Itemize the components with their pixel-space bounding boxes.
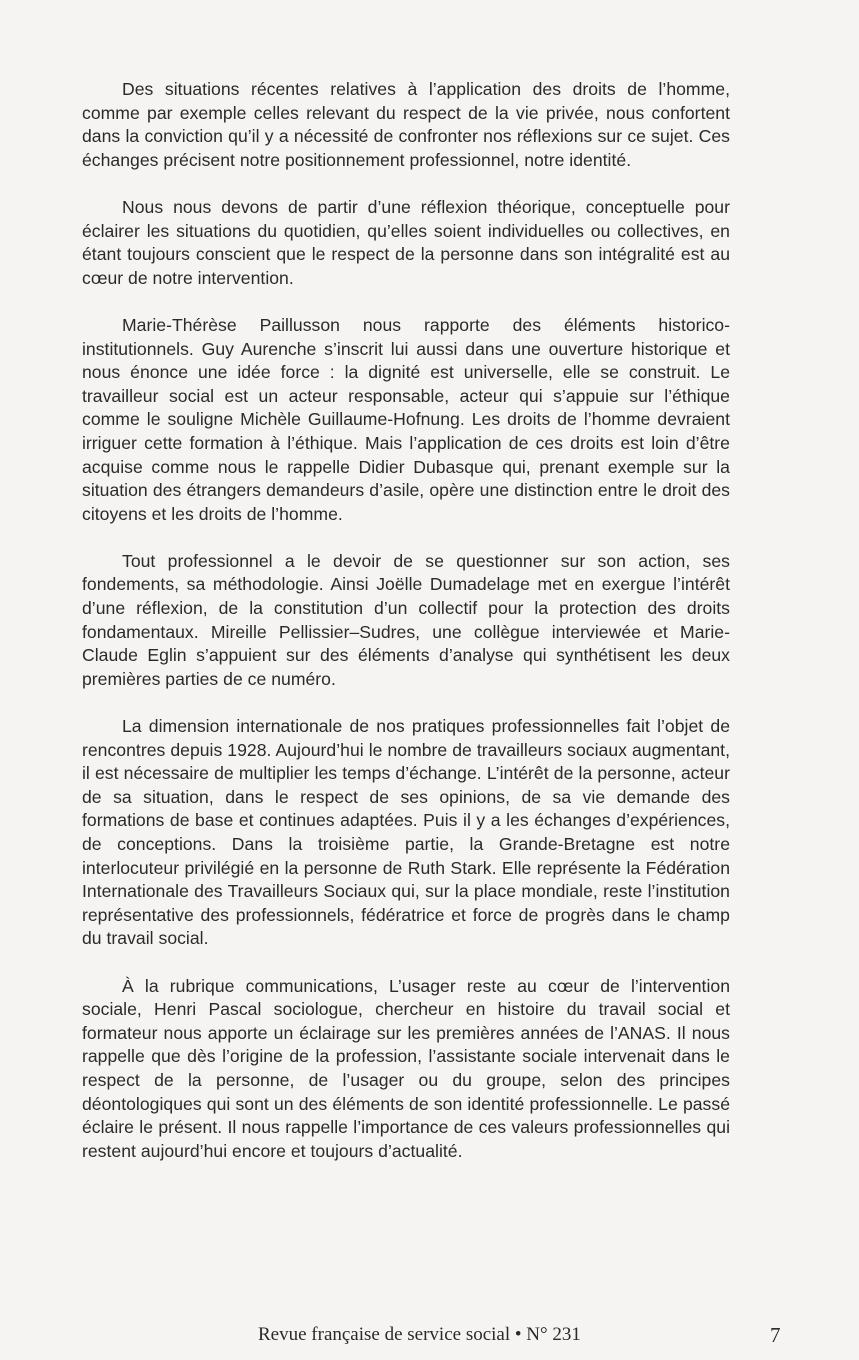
paragraph-6: À la rubrique communications, L’usager reste au cœur de l’intervention sociale, Henri Pascal sociologue, chercheur en histoire du travail social et formateur nous apporte un éclairage sur les premières années de l’ANAS. Il nous rappelle que dès l’origine de la profession, l’assistante sociale intervenait dans le respect de la personne, de l’usager ou du groupe, selon des principes déontologiques qui sont un des éléments de son identité professionnelle. Le passé éclaire le présent. Il nous rappelle l’importance de ces valeurs professionnelles qui restent aujourd’hui encore et toujours d’actualité. xyxy=(82,975,730,1161)
journal-title: Revue française de service social • N° 231 xyxy=(258,1324,581,1345)
body-text xyxy=(82,78,730,1187)
paragraph-3: Marie-Thérèse Paillusson nous rapporte des éléments historico-institutionnels. Guy Aurenche s’inscrit lui aussi dans une ouverture historique et nous énonce une idée force : la dignité est universelle, elle se construit. Le travailleur social est un acteur responsable, acteur qui s’appuie sur l’éthique comme le souligne Michèle Guillaume-Hofnung. Les droits de l’homme devraient irriguer cette formation à l’éthique. Mais l’application de ces droits est loin d’être acquise comme nous le rappelle Didier Dubasque qui, prenant exemple sur la situation des étrangers demandeurs d’asile, opère une distinction entre le droit des citoyens et les droits de l’homme. xyxy=(82,314,730,524)
paragraph-5: La dimension internationale de nos pratiques professionnelles fait l’objet de rencontres depuis 1928. Aujourd’hui le nombre de travailleurs sociaux augmentant, il est nécessaire de multiplier les temps d’échange. L’intérêt de la personne, acteur de sa situation, dans le respect de ses opinions, de sa vie demande des formations de base et continues adaptées. Puis il y a les échanges d’expériences, de conceptions. Dans la troisième partie, la Grande-Bretagne est notre interlocuteur privilégié en la personne de Ruth Stark. Elle représente la Fédération Internationale des Travailleurs Sociaux qui, sur la place mondiale, reste l’institution représentative des professionnels, fédératrice et force de progrès dans le champ du travail social. xyxy=(82,716,730,949)
paragraph-2: Nous nous devons de partir d’une réflexion théorique, conceptuelle pour éclairer les situations du quotidien, qu’elles soient individuelles ou collectives, en étant toujours conscient que le respect de la personne dans son intégralité est au cœur de notre intervention. xyxy=(82,196,730,288)
paragraph-4: Tout professionnel a le devoir de se questionner sur son action, ses fondements, sa méthodologie. Ainsi Joëlle Dumadelage met en exergue l’intérêt d’une réflexion, de la constitution d’un collectif pour la protection des droits fondamentaux. Mireille Pellissier–Sudres, une collègue interviewée et Marie-Claude Eglin s’appuient sur des éléments d’analyse qui synthétisent les deux premières parties de ce numéro. xyxy=(82,550,730,689)
page-number: 7 xyxy=(770,1323,781,1347)
page-footer xyxy=(0,1323,859,1351)
paragraph-1: Des situations récentes relatives à l’application des droits de l’homme, comme par exemple celles relevant du respect de la vie privée, nous confortent dans la conviction qu’il y a nécessité de confronter nos réflexions sur ce sujet. Ces échanges précisent notre positionnement professionnel, notre identité. xyxy=(82,79,730,170)
